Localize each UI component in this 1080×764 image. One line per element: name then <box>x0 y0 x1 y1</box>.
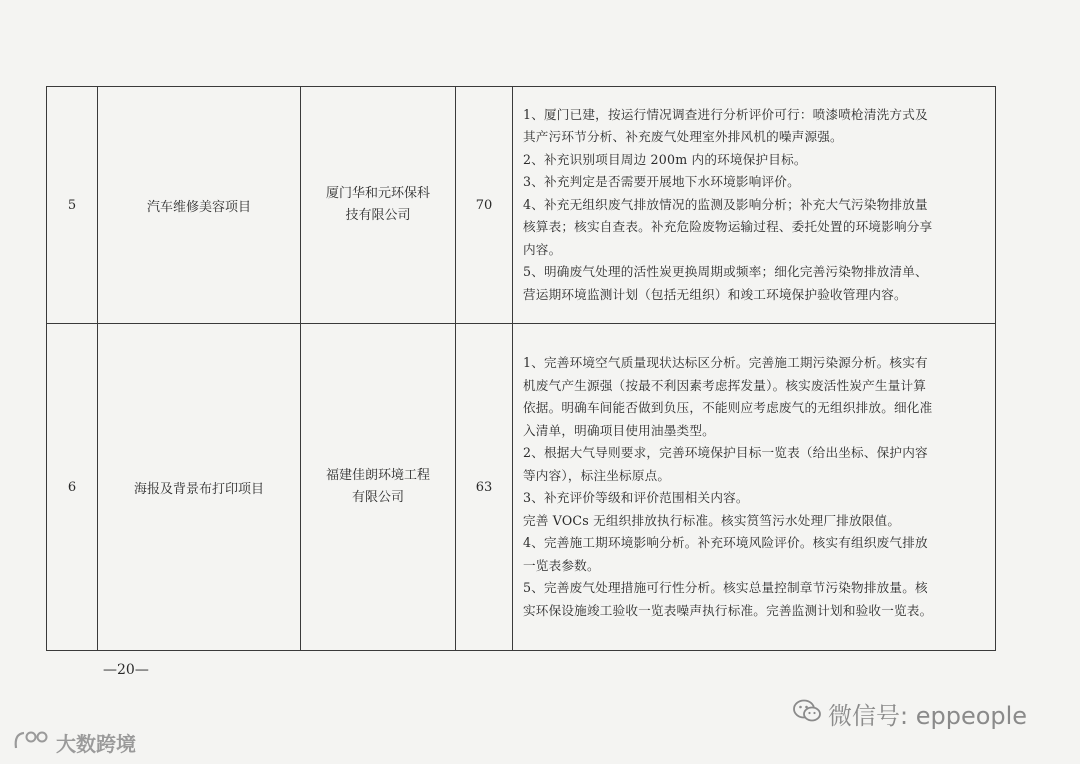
brand-logo-icon <box>12 728 52 757</box>
comment-line: 3、补充评价等级和评价范围相关内容。 <box>523 490 749 505</box>
comment-line: 3、补充判定是否需要开展地下水环境影响评价。 <box>523 174 800 190</box>
comment-line: 内容。 <box>523 241 562 257</box>
company-name <box>301 324 456 651</box>
company-name-line: 技有限公司 <box>345 208 411 223</box>
comment-line: 完善 VOCs 无组织排放执行标准。核实筼筜污水处理厂排放限值。 <box>523 512 901 528</box>
row-number: 6 <box>47 324 98 651</box>
comment-line: 核算表；核实自查表。补充危险废物运输过程、委托处置的环境影响分享 <box>523 219 933 235</box>
comment-line: 2、补充识别项目周边 200m 内的环境保护目标。 <box>523 151 807 167</box>
brand-watermark <box>12 728 136 757</box>
review-table <box>46 86 996 651</box>
comment-line: 5、明确废气处理的活性炭更换周期或频率；细化完善污染物排放清单、 <box>523 264 928 280</box>
comment-line: 入清单，明确项目使用油墨类型。 <box>523 422 715 438</box>
comment-line: 4、补充无组织废气排放情况的监测及影响分析；补充大气污染物排放量 <box>523 196 928 212</box>
wechat-watermark <box>792 696 1027 731</box>
comment-line: 一览表参数。 <box>523 557 600 573</box>
brand-watermark-text: 大数跨境 <box>56 732 136 756</box>
comment-line: 1、厦门已建，按运行情况调查进行分析评价可行：喷漆喷枪清洗方式及 <box>523 106 928 122</box>
comment-line: 2、根据大气导则要求，完善环境保护目标一览表（给出坐标、保护内容 <box>523 445 928 460</box>
score: 70 <box>456 87 513 324</box>
comment-line: 营运期环境监测计划（包括无组织）和竣工环境保护验收管理内容。 <box>523 286 907 302</box>
comment-line: 1、完善环境空气质量现状达标区分析。完善施工期污染源分析。核实有 <box>523 355 928 370</box>
review-comments <box>513 87 996 324</box>
project-name: 海报及背景布打印项目 <box>98 324 301 651</box>
wechat-icon <box>792 698 822 730</box>
score: 63 <box>456 324 513 651</box>
comment-line: 依据。明确车间能否做到负压，不能则应考虑废气的无组织排放。细化准 <box>523 400 933 415</box>
comment-line: 4、完善施工期环境影响分析。补充环境风险评价。核实有组织废气排放 <box>523 535 928 550</box>
company-name-line: 有限公司 <box>351 490 404 505</box>
wechat-id-text: 微信号: eppeople <box>828 702 1028 730</box>
company-name-line: 福建佳朗环境工程 <box>325 468 430 483</box>
review-comments <box>513 324 996 651</box>
project-name: 汽车维修美容项目 <box>98 87 301 324</box>
comment-line: 实环保设施竣工验收一览表噪声执行标准。完善监测计划和验收一览表。 <box>523 602 933 618</box>
company-name-line: 厦门华和元环保科 <box>325 186 430 201</box>
row-number: 5 <box>47 87 98 324</box>
comment-line: 等内容），标注坐标原点。 <box>523 467 671 483</box>
comment-line: 其产污环节分析、补充废气处理室外排风机的噪声源强。 <box>523 129 843 145</box>
table-row <box>47 324 996 651</box>
comment-line: 5、完善废气处理措施可行性分析。核实总量控制章节污染物排放量。核 <box>523 580 928 595</box>
comment-line: 机废气产生源强（按最不利因素考虑挥发量）。核实废活性炭产生量计算 <box>523 377 927 393</box>
page-number: —20— <box>103 662 149 678</box>
table-row <box>47 87 996 324</box>
company-name <box>301 87 456 324</box>
